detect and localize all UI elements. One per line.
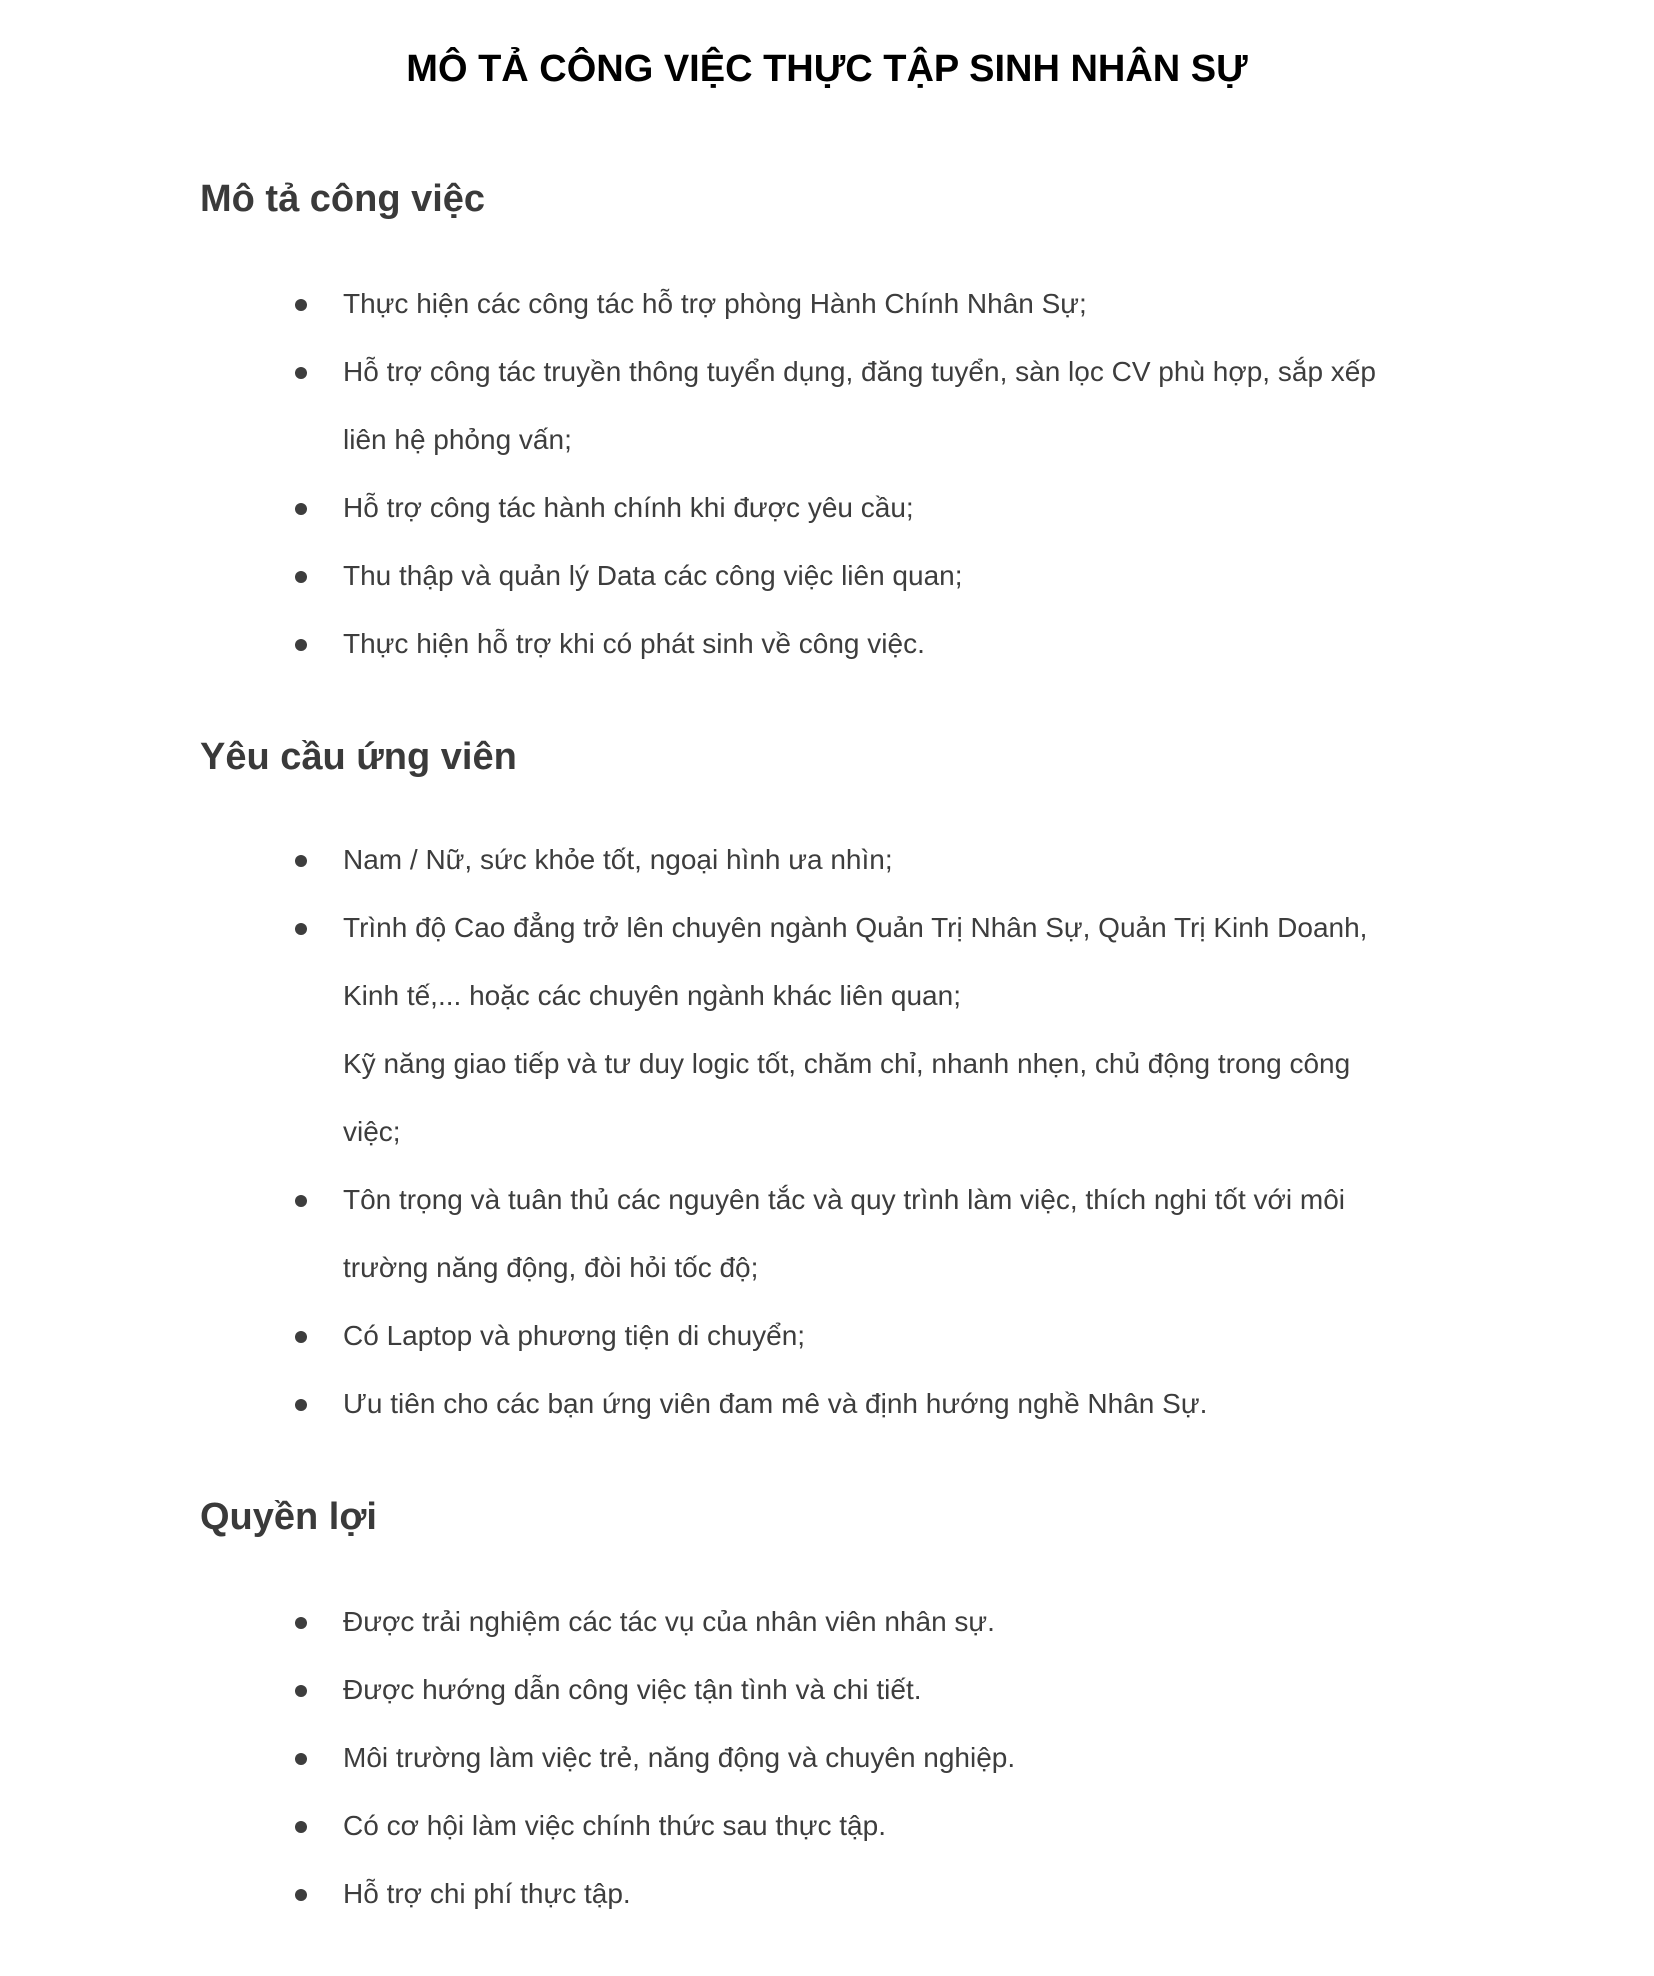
list-item	[200, 826, 1500, 894]
bullet-icon	[295, 503, 307, 515]
bullet-icon	[295, 639, 307, 651]
requirements-list	[200, 826, 1500, 1438]
list-item	[200, 894, 1500, 962]
list-item-text: Nam / Nữ, sức khỏe tốt, ngoại hình ưa nhìn;	[343, 844, 893, 875]
bullet-icon	[295, 1685, 307, 1697]
list-item	[200, 1792, 1500, 1860]
list-item	[200, 1302, 1500, 1370]
list-item-continuation	[200, 1030, 1500, 1098]
list-item-continuation	[200, 406, 1500, 474]
bullet-icon	[295, 1753, 307, 1765]
page-title: MÔ TẢ CÔNG VIỆC THỰC TẬP SINH NHÂN SỰ	[406, 48, 1248, 90]
list-item-text: Hỗ trợ công tác hành chính khi được yêu cầu;	[343, 492, 914, 523]
section-heading: Mô tả công việc	[200, 178, 486, 220]
list-item-text: Có cơ hội làm việc chính thức sau thực tập.	[343, 1810, 886, 1841]
list-item	[200, 1860, 1500, 1928]
list-item	[200, 474, 1500, 542]
list-item-text: Thực hiện các công tác hỗ trợ phòng Hành Chính Nhân Sự;	[343, 288, 1087, 319]
bullet-icon	[295, 855, 307, 867]
section-benefits	[200, 1494, 1500, 1909]
bullet-icon	[295, 1889, 307, 1901]
list-item	[200, 338, 1500, 406]
list-item	[200, 610, 1500, 678]
list-item-continuation	[200, 1234, 1500, 1302]
section-job-description	[200, 176, 1500, 659]
list-item-text: Được hướng dẫn công việc tận tình và chi tiết.	[343, 1674, 922, 1705]
list-item-text: Kỹ năng giao tiếp và tư duy logic tốt, chăm chỉ, nhanh nhẹn, chủ động trong công	[343, 1048, 1351, 1079]
list-item	[200, 1724, 1500, 1792]
list-item-text: Có Laptop và phương tiện di chuyển;	[343, 1320, 806, 1351]
bullet-icon	[295, 1617, 307, 1629]
bullet-icon	[295, 367, 307, 379]
list-item	[200, 542, 1500, 610]
list-item-text: Kinh tế,... hoặc các chuyên ngành khác liên quan;	[343, 980, 961, 1011]
section-heading: Yêu cầu ứng viên	[200, 736, 517, 778]
bullet-icon	[295, 1399, 307, 1411]
bullet-icon	[295, 1195, 307, 1207]
bullet-icon	[295, 923, 307, 935]
list-item-continuation	[200, 962, 1500, 1030]
list-item-text: Ưu tiên cho các bạn ứng viên đam mê và định hướng nghề Nhân Sự.	[343, 1388, 1208, 1419]
bullet-icon	[295, 299, 307, 311]
section-heading: Quyền lợi	[200, 1496, 377, 1538]
list-item	[200, 1166, 1500, 1234]
list-item-text: Được trải nghiệm các tác vụ của nhân viên nhân sự.	[343, 1606, 995, 1637]
list-item-text: Tôn trọng và tuân thủ các nguyên tắc và quy trình làm việc, thích nghi tốt với môi	[343, 1184, 1345, 1215]
bullet-icon	[295, 571, 307, 583]
list-item-text: Trình độ Cao đẳng trở lên chuyên ngành Quản Trị Nhân Sự, Quản Trị Kinh Doanh,	[343, 912, 1368, 943]
list-item-text: Môi trường làm việc trẻ, năng động và chuyên nghiệp.	[343, 1742, 1016, 1773]
list-item-text: Thu thập và quản lý Data các công việc liên quan;	[343, 560, 963, 591]
list-item-text: trường năng động, đòi hỏi tốc độ;	[343, 1252, 759, 1283]
bullet-icon	[295, 1331, 307, 1343]
list-item-text: liên hệ phỏng vấn;	[343, 424, 572, 455]
list-item	[200, 1588, 1500, 1656]
list-item	[200, 270, 1500, 338]
list-item-continuation	[200, 1098, 1500, 1166]
list-item-text: Hỗ trợ chi phí thực tập.	[343, 1878, 631, 1909]
job-description-list	[200, 270, 1500, 678]
list-item-text: việc;	[343, 1116, 401, 1147]
section-requirements	[200, 734, 1500, 1419]
list-item	[200, 1656, 1500, 1724]
list-item	[200, 1370, 1500, 1438]
benefits-list	[200, 1588, 1500, 1928]
list-item-text: Thực hiện hỗ trợ khi có phát sinh về công việc.	[343, 628, 925, 659]
bullet-icon	[295, 1821, 307, 1833]
list-item-text: Hỗ trợ công tác truyền thông tuyển dụng, đăng tuyển, sàn lọc CV phù hợp, sắp xếp	[343, 356, 1376, 387]
